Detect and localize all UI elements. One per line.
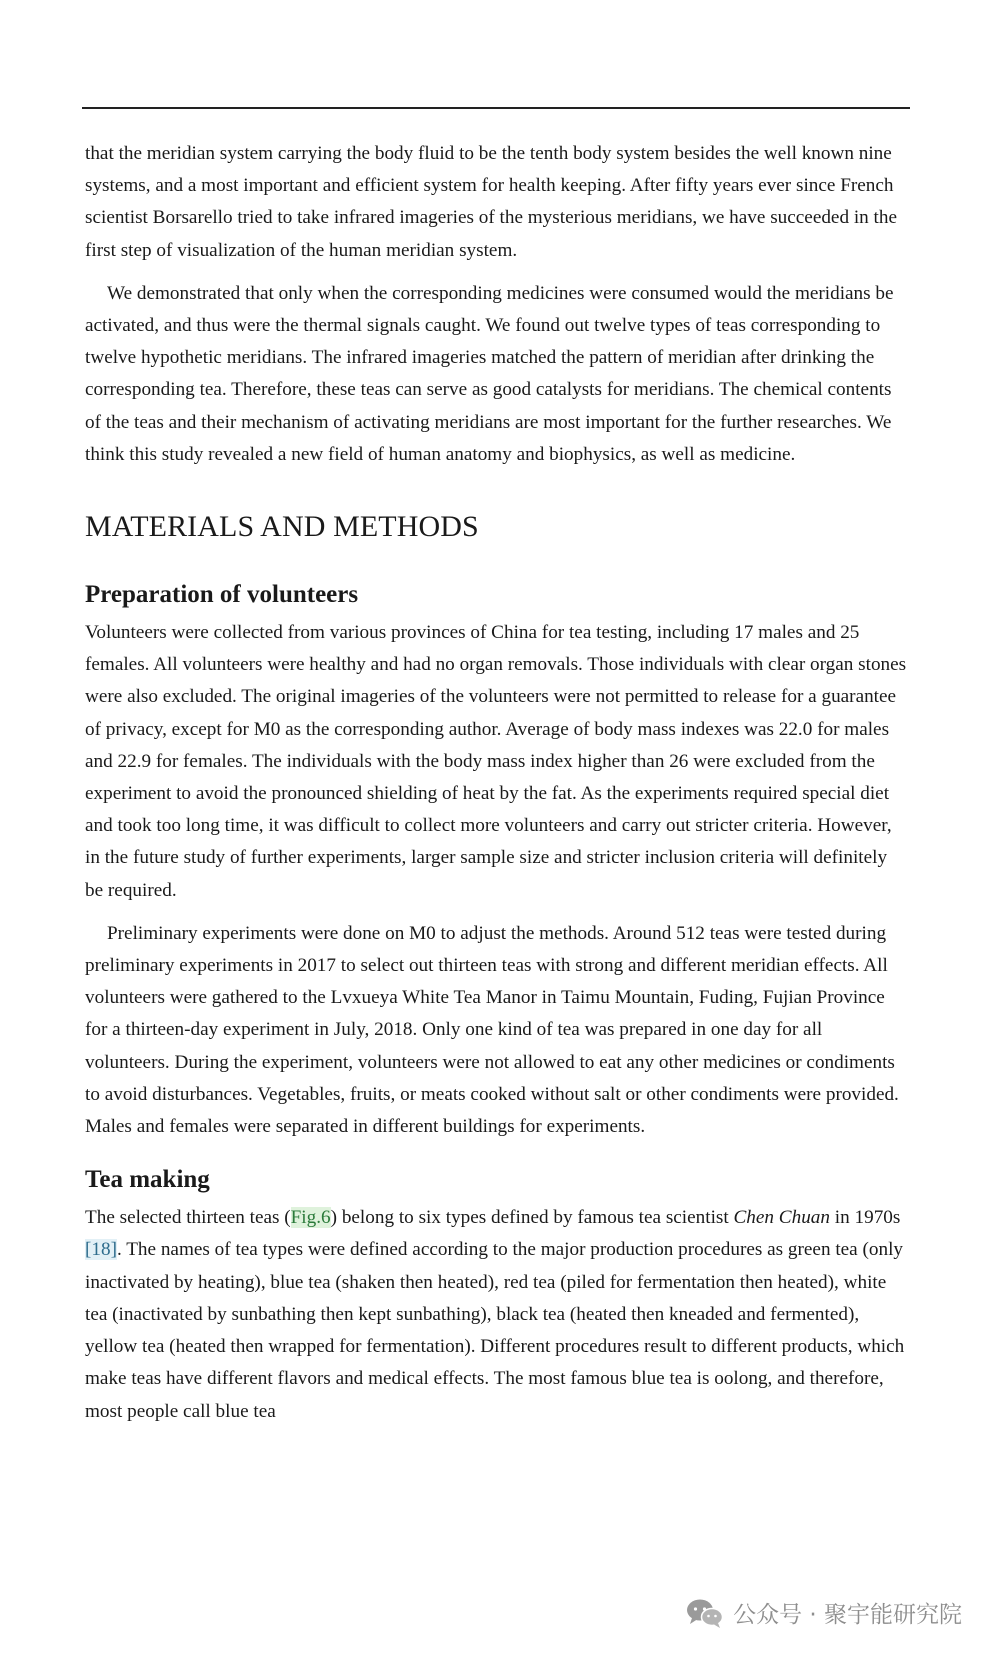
watermark-text: 公众号 · 聚宇能研究院	[733, 1602, 962, 1628]
text-segment: The selected thirteen teas (	[85, 1207, 291, 1229]
figure-reference-link[interactable]: Fig.6	[290, 1207, 331, 1229]
page-body	[85, 138, 908, 1428]
text-segment: in 1970s	[829, 1207, 901, 1229]
header-rule	[82, 107, 910, 109]
section-title: MATERIALS AND METHODS	[85, 510, 479, 544]
subsection-heading-tea-making: Tea making	[85, 1166, 210, 1194]
wechat-icon	[685, 1597, 725, 1629]
citation-reference-link[interactable]: [18]	[85, 1239, 117, 1261]
subsection-heading-volunteers: Preparation of volunteers	[85, 581, 359, 609]
text-segment: . The names of tea types were defined according to the major production procedures as green tea (only inactivated by heating), blue tea (shaken then heated), red tea (piled for fermentation then heated), white tea (inactivated by sunbathing then kept sunbathing), black tea (heated then kneaded and fermented), yellow tea (heated then wrapped for fermentation). Different procedures result to different products, which make teas have different flavors and medical effects. The most famous blue tea is oolong, and therefore, most people call blue tea	[85, 1239, 905, 1422]
author-name: Chen Chuan	[733, 1207, 830, 1229]
preliminary-paragraph: Preliminary experiments were done on M0 to adjust the methods. Around 512 teas were tested during preliminary experiments in 2017 to select out thirteen teas with strong and different meridian effects. All volunteers were gathered to the Lvxueya White Tea Manor in Taimu Mountain, Fuding, Fujian Province for a thirteen-day experiment in July, 2018. Only one kind of tea was prepared in one day for all volunteers. During the experiment, volunteers were not allowed to eat any other medicines or condiments to avoid disturbances. Vegetables, fruits, or meats cooked without salt or other condiments were provided. Males and females were separated in different buildings for experiments.	[85, 922, 899, 1138]
intro-paragraph-continued: that the meridian system carrying the body fluid to be the tenth body system besides the well known nine systems, and a most important and efficient system for health keeping. After fifty years ever since French scientist Borsarello tried to take infrared imageries of the mysterious meridians, we have succeeded in the first step of visualization of the human meridian system.	[85, 143, 897, 261]
tea-making-paragraph	[85, 1202, 908, 1427]
volunteers-paragraph: Volunteers were collected from various provinces of China for tea testing, including 17 males and 25 females. All volunteers were healthy and had no organ removals. Those individuals with clear organ stones were also excluded. The original imageries of the volunteers were not permitted to release for a guarantee of privacy, except for M0 as the corresponding author. Average of body mass indexes was 22.0 for males and 22.9 for females. The individuals with the body mass index higher than 26 were excluded from the experiment to avoid the pronounced shielding of heat by the fat. As the experiments required special diet and took too long time, it was difficult to collect more volunteers and carry out stricter criteria. However, in the future study of further experiments, larger sample size and stricter inclusion criteria will definitely be required.	[85, 622, 907, 901]
watermark	[685, 1596, 962, 1629]
intro-paragraph: We demonstrated that only when the corresponding medicines were consumed would the meridians be activated, and thus were the thermal signals caught. We found out twelve types of teas corresponding to twelve hypothetic meridians. The infrared imageries matched the pattern of meridian after drinking the corresponding tea. Therefore, these teas can serve as good catalysts for meridians. The chemical contents of the teas and their mechanism of activating meridians are most important for the further researches. We think this study revealed a new field of human anatomy and biophysics, as well as medicine.	[85, 282, 894, 465]
text-segment: ) belong to six types defined by famous tea scientist	[330, 1207, 734, 1229]
